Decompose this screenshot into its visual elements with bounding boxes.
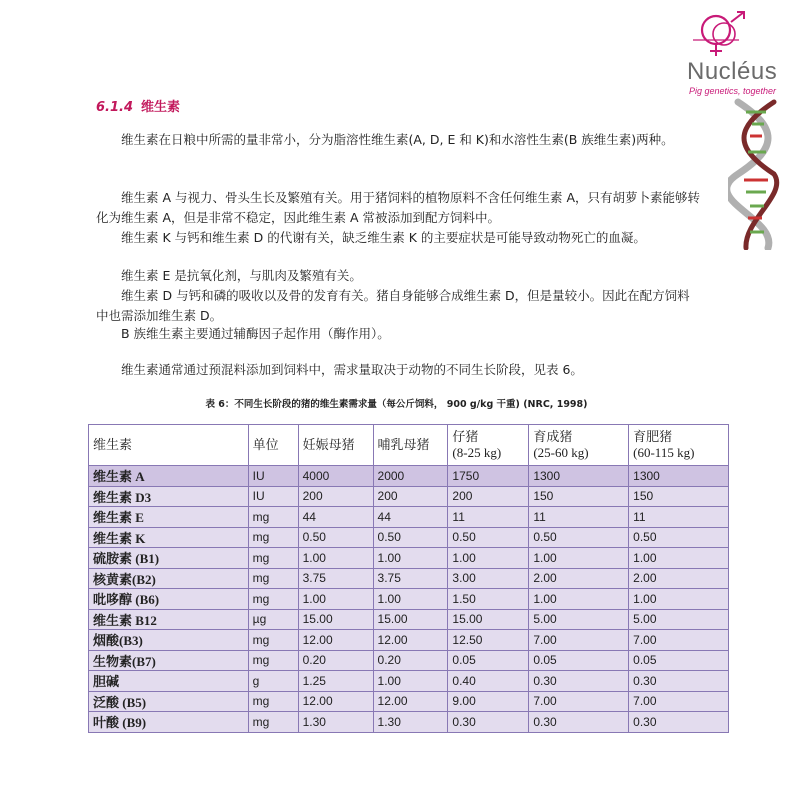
table-row (89, 691, 729, 712)
value-cell: 150 (529, 486, 629, 507)
value-cell: 15.00 (373, 609, 448, 630)
value-cell: 0.05 (529, 650, 629, 671)
table-row (89, 650, 729, 671)
value-cell: 12.00 (373, 691, 448, 712)
table-row (89, 712, 729, 733)
col-header-lactating-sow: 哺乳母猪 (373, 425, 448, 466)
value-cell: 44 (298, 507, 373, 528)
col-header-piglet: 仔猪 (8-25 kg) (448, 425, 529, 466)
unit-cell: mg (248, 527, 298, 548)
unit-cell: mg (248, 630, 298, 651)
value-cell: 12.00 (298, 630, 373, 651)
section-title: 维生素 (141, 100, 181, 115)
table-row (89, 671, 729, 692)
value-cell: 0.30 (529, 712, 629, 733)
table-row (89, 507, 729, 528)
table-caption: 表 6：不同生长阶段的猪的维生素需求量（每公斤饲料， 900 g/kg 干重) (NRC, 1998) (205, 399, 588, 410)
unit-cell: mg (248, 548, 298, 569)
unit-cell: mg (248, 650, 298, 671)
vitamin-requirements-table (88, 424, 729, 733)
table-row (89, 527, 729, 548)
value-cell: 1.00 (448, 548, 529, 569)
paragraph-vitamin-k: 维生素 K 与钙和维生素 D 的代谢有关，缺乏维生素 K 的主要症状是可能导致动物死亡的血凝。 (96, 230, 646, 245)
value-cell: 12.00 (298, 691, 373, 712)
value-cell: 11 (629, 507, 729, 528)
value-cell: 200 (448, 486, 529, 507)
col-header-unit: 单位 (248, 425, 298, 466)
table-row (89, 630, 729, 651)
paragraph-vitamin-b: B 族维生素主要通过辅酶因子起作用（酶作用）。 (96, 326, 390, 341)
value-cell: 1.00 (629, 589, 729, 610)
table-row (89, 589, 729, 610)
unit-cell: IU (248, 486, 298, 507)
value-cell: 3.75 (373, 568, 448, 589)
value-cell: 2.00 (529, 568, 629, 589)
value-cell: 200 (373, 486, 448, 507)
value-cell: 0.50 (629, 527, 729, 548)
value-cell: 0.05 (629, 650, 729, 671)
unit-cell: mg (248, 691, 298, 712)
value-cell: 2.00 (629, 568, 729, 589)
vitamin-name-cell: 维生素 K (89, 527, 249, 548)
paragraph-vitamin-a: 维生素 A 与视力、骨头生长及繁殖有关。用于猪饲料的植物原料不含任何维生素 A，只有胡萝卜素能够转化为维生素 A，但是非常不稳定，因此维生素 A 常被添加到配方饲料中。 (96, 190, 701, 225)
unit-cell: mg (248, 568, 298, 589)
col-header-vitamin: 维生素 (89, 425, 249, 466)
unit-cell: mg (248, 507, 298, 528)
value-cell: 7.00 (529, 630, 629, 651)
value-cell: 0.30 (629, 671, 729, 692)
value-cell: 2000 (373, 466, 448, 487)
vitamin-name-cell: 泛酸 (B5) (89, 691, 249, 712)
value-cell: 12.50 (448, 630, 529, 651)
section-heading (96, 96, 180, 115)
value-cell: 4000 (298, 466, 373, 487)
table-header-row (89, 425, 729, 466)
vitamin-name-cell: 叶酸 (B9) (89, 712, 249, 733)
value-cell: 0.50 (298, 527, 373, 548)
value-cell: 11 (529, 507, 629, 528)
col-header-gestating-sow: 妊娠母猪 (298, 425, 373, 466)
value-cell: 1.00 (373, 548, 448, 569)
vitamin-name-cell: 胆碱 (89, 671, 249, 692)
value-cell: 0.30 (448, 712, 529, 733)
col-header-finisher: 育肥猪 (60-115 kg) (629, 425, 729, 466)
unit-cell: g (248, 671, 298, 692)
vitamin-name-cell: 维生素 A (89, 466, 249, 487)
dna-helix-icon (728, 98, 784, 250)
value-cell: 12.00 (373, 630, 448, 651)
value-cell: 0.20 (298, 650, 373, 671)
value-cell: 1.00 (629, 548, 729, 569)
value-cell: 1.30 (373, 712, 448, 733)
value-cell: 1.00 (529, 548, 629, 569)
unit-cell: mg (248, 589, 298, 610)
paragraph-vitamin-e: 维生素 E 是抗氧化剂，与肌肉及繁殖有关。 (96, 268, 362, 283)
value-cell: 11 (448, 507, 529, 528)
table-row (89, 486, 729, 507)
value-cell: 1.50 (448, 589, 529, 610)
nucleus-logo-icon (689, 8, 749, 60)
value-cell: 0.50 (448, 527, 529, 548)
value-cell: 200 (298, 486, 373, 507)
unit-cell: IU (248, 466, 298, 487)
value-cell: 0.30 (529, 671, 629, 692)
value-cell: 1.00 (529, 589, 629, 610)
logo-brand-name: Nucléus (687, 58, 778, 85)
table-row (89, 609, 729, 630)
value-cell: 9.00 (448, 691, 529, 712)
value-cell: 44 (373, 507, 448, 528)
value-cell: 150 (629, 486, 729, 507)
section-number: 6.1.4 (96, 100, 134, 115)
vitamin-name-cell: 烟酸(B3) (89, 630, 249, 651)
value-cell: 1300 (629, 466, 729, 487)
vitamin-name-cell: 维生素 D3 (89, 486, 249, 507)
vitamin-name-cell: 维生素 E (89, 507, 249, 528)
value-cell: 1.00 (373, 589, 448, 610)
logo-tagline: Pig genetics, together (689, 86, 777, 96)
value-cell: 15.00 (448, 609, 529, 630)
value-cell: 15.00 (298, 609, 373, 630)
value-cell: 0.50 (529, 527, 629, 548)
value-cell: 1.00 (298, 548, 373, 569)
value-cell: 7.00 (629, 691, 729, 712)
value-cell: 3.00 (448, 568, 529, 589)
value-cell: 1.25 (298, 671, 373, 692)
vitamin-name-cell: 维生素 B12 (89, 609, 249, 630)
value-cell: 0.40 (448, 671, 529, 692)
vitamin-name-cell: 吡哆醇 (B6) (89, 589, 249, 610)
value-cell: 1.30 (298, 712, 373, 733)
value-cell: 5.00 (529, 609, 629, 630)
table-row (89, 548, 729, 569)
value-cell: 0.20 (373, 650, 448, 671)
paragraph-vitamin-d: 维生素 D 与钙和磷的吸收以及骨的发育有关。猪自身能够合成维生素 D，但是量较小。因此在配方饲料中也需添加维生素 D。 (96, 288, 690, 323)
vitamin-name-cell: 核黄素(B2) (89, 568, 249, 589)
vitamin-name-cell: 硫胺素 (B1) (89, 548, 249, 569)
value-cell: 0.50 (373, 527, 448, 548)
col-header-grower: 育成猪 (25-60 kg) (529, 425, 629, 466)
value-cell: 3.75 (298, 568, 373, 589)
unit-cell: mg (248, 712, 298, 733)
value-cell: 1.00 (373, 671, 448, 692)
table-row (89, 568, 729, 589)
value-cell: 0.05 (448, 650, 529, 671)
value-cell: 7.00 (629, 630, 729, 651)
value-cell: 1300 (529, 466, 629, 487)
vitamin-name-cell: 生物素(B7) (89, 650, 249, 671)
value-cell: 5.00 (629, 609, 729, 630)
value-cell: 7.00 (529, 691, 629, 712)
value-cell: 0.30 (629, 712, 729, 733)
value-cell: 1.00 (298, 589, 373, 610)
paragraph-premix: 维生素通常通过预混料添加到饲料中，需求量取决于动物的不同生长阶段，见表 6。 (96, 362, 583, 377)
table-row (89, 466, 729, 487)
unit-cell: µg (248, 609, 298, 630)
value-cell: 1750 (448, 466, 529, 487)
paragraph-intro: 维生素在日粮中所需的量非常小，分为脂溶性维生素(A, D, E 和 K)和水溶性生素(B 族维生素)两种。 (96, 132, 674, 147)
